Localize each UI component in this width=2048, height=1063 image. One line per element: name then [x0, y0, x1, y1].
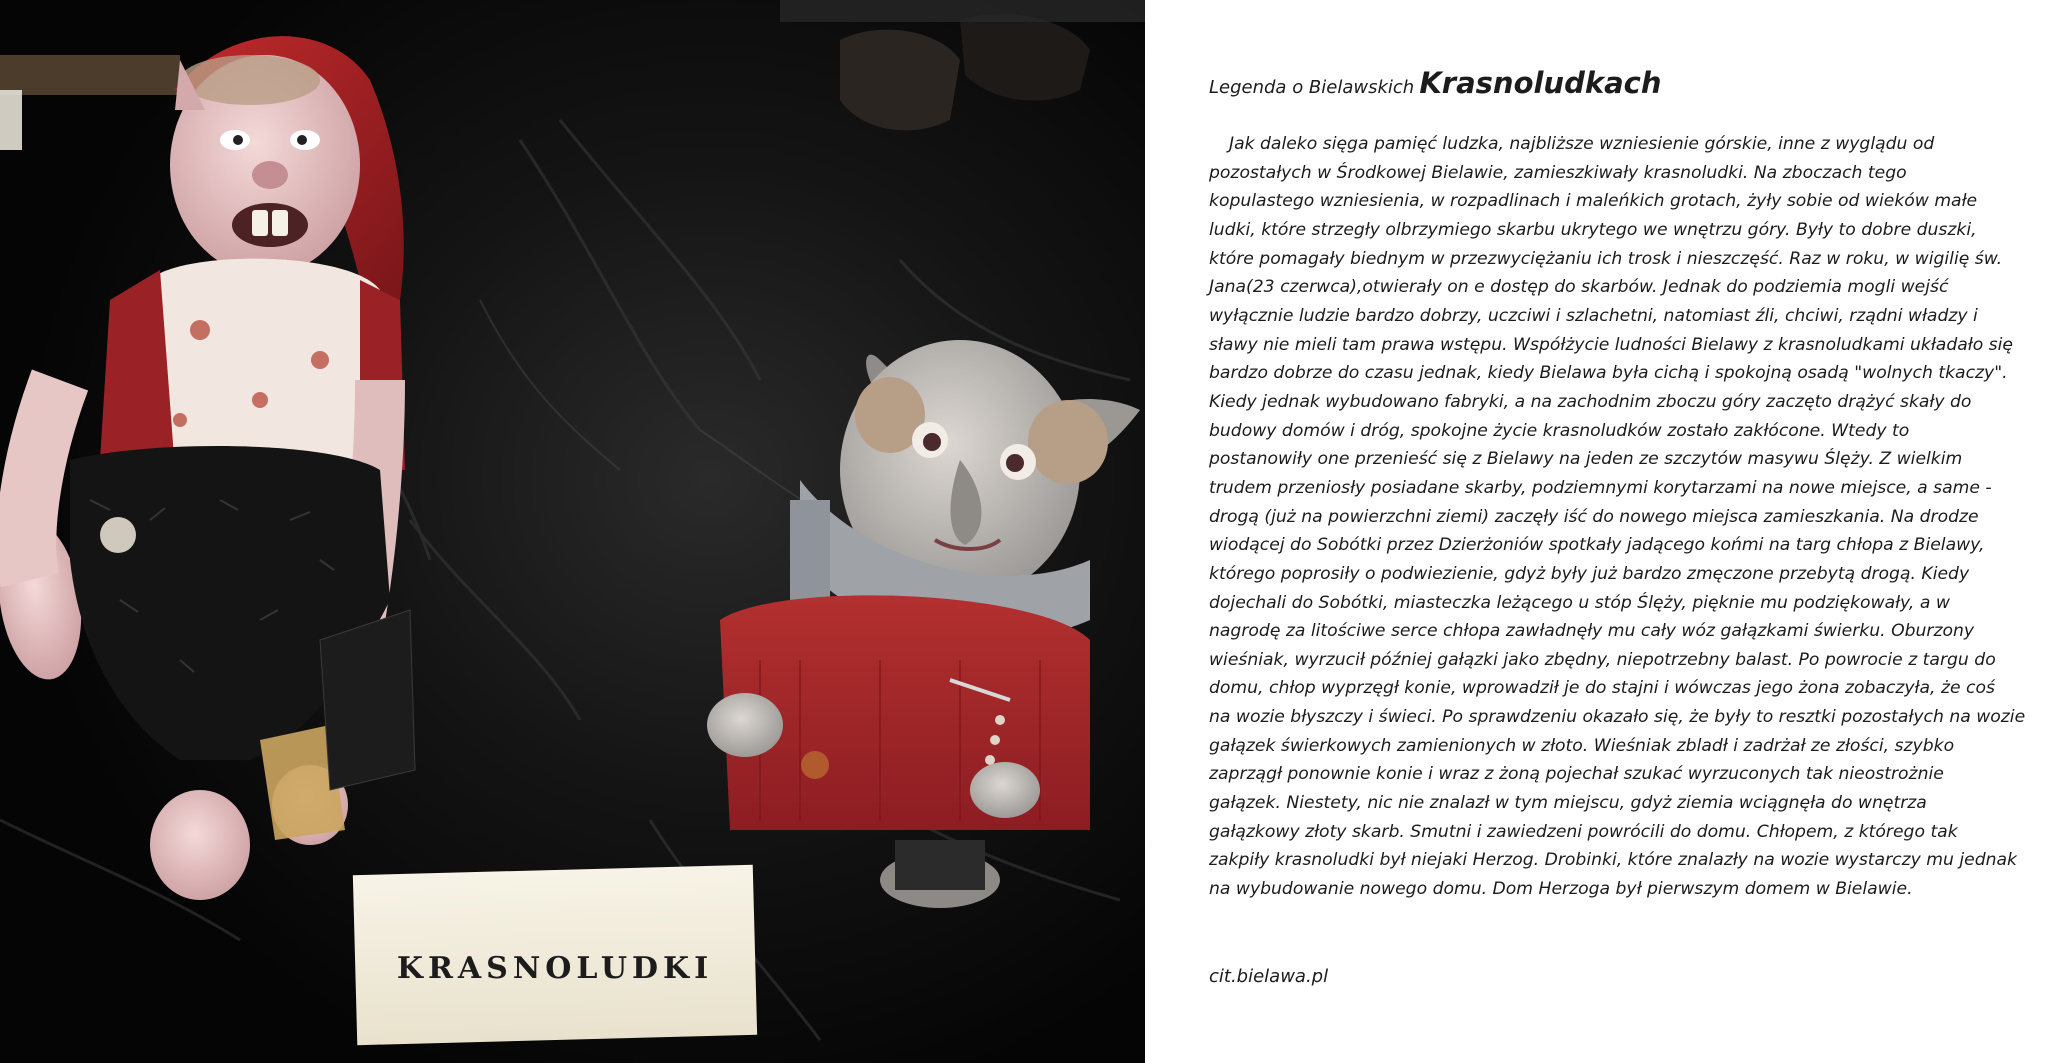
card-label: KRASNOLUDKI	[396, 951, 714, 986]
legend-line: wiodącej do Sobótki przez Dzierżoniów spotkały jadącego końmi na targ chłopa z Bielawy,	[1209, 535, 1985, 556]
legend-body	[1209, 130, 2026, 904]
legend-line: na wozie błyszczy i świeci. Po sprawdzeniu okazało się, że były to resztki pozostałych na wozie	[1209, 707, 2026, 728]
legend-line: gałązek świerkowych zamienionych w złoto. Wieśniak zbladł i zadrżał ze złości, szybko	[1209, 735, 1955, 756]
legend-line: zakpiły krasnoludki był niejaki Herzog. Drobinki, które znalazły na wozie wystarczy mu jednak	[1209, 850, 2017, 871]
legend-line: wyłącznie ludzie bardzo dobrzy, uczciwi i szlachetni, natomiast źli, chciwi, rządni władzy i	[1209, 305, 1978, 326]
citation-source: cit.bielawa.pl	[1209, 966, 1329, 987]
heading-prefix: Legenda o Bielawskich	[1209, 77, 1415, 98]
wooden-board	[0, 55, 180, 95]
legend-line: Jana(23 czerwca),otwierały on e dostęp do skarbów. Jednak do podziemia mogli wejść	[1209, 277, 1949, 298]
legend-line: które pomagały biednym w przezwyciężaniu ich trosk i nieszczęść. Raz w roku, w wigilię św.	[1209, 248, 2003, 269]
legend-heading	[1209, 66, 1662, 100]
shoe-left	[840, 30, 960, 131]
legend-line: zaprzągł ponownie konie i wraz z żoną pojechał szukać wyrzuconych tak nieostrożnie	[1209, 764, 1944, 785]
legend-line: domu, chłop wyprzęgł konie, wprowadził je do stajni i wówczas jego żona zobaczyła, że coś	[1209, 678, 1995, 699]
legend-line: budowy domów i dróg, spokojne życie krasnoludków zostało zakłócone. Wtedy to	[1209, 420, 1910, 441]
legend-line: dojechali do Sobótki, miasteczka leżącego u stóp Ślęży, pięknie mu podziękowały, a w	[1209, 592, 1950, 613]
krasnoludki-card	[353, 865, 757, 1045]
legend-line: na wybudowanie nowego domu. Dom Herzoga był pierwszym domem w Bielawie.	[1209, 879, 1913, 900]
legend-line: gałązek. Niestety, nic nie znalazł w tym miejscu, gdyż ziemia wciągnęła do wnętrza	[1209, 793, 1927, 814]
legend-line: gałązkowy złoty skarb. Smutni i zawiedzeni powrócili do domu. Chłopem, z którego tak	[1209, 821, 1958, 842]
legend-line: Jak daleko sięga pamięć ludzka, najbliższe wzniesienie górskie, inne z wyglądu od	[1229, 134, 1935, 154]
legend-line: Kiedy jednak wybudowano fabryki, a na zachodnim zboczu góry zaczęto drążyć skały do	[1209, 391, 1972, 412]
legend-line: ludki, które strzegły olbrzymiego skarbu ukrytego we wnętrzu góry. Były to dobre duszki,	[1209, 219, 1977, 240]
legend-line: którego poprosiły o podwiezienie, gdyż były już bardzo zmęczone przebytą drogą. Kiedy	[1209, 563, 1970, 584]
legend-text-panel	[1145, 0, 2048, 1063]
heading-title: Krasnoludkach	[1419, 66, 1662, 100]
legend-line: wieśniak, wyrzucił później gałązki jako zbędny, niepotrzebny balast. Po powrocie z targu do	[1209, 649, 1996, 670]
legend-line: postanowiły one przenieść się z Bielawy na jeden ze szczytów masywu Ślęży. Z wielkim	[1209, 449, 1963, 470]
legend-line: bardzo dobrze do czasu jednak, kiedy Bielawa była cichą i spokojną osadą "wolnych tkaczy".	[1209, 363, 2008, 384]
legend-line: nagrodę za litościwe serce chłopa zawładnęły mu cały wóz gałązkami świerku. Oburzony	[1209, 621, 1975, 642]
legend-line: trudem przeniosły posiadane skarby, podziemnymi korytarzami na nowe miejsce, a same -	[1209, 477, 1992, 498]
legend-line: drogą (już na powierzchni ziemi) zaczęły iść do nowego miejsca zamieszkania. Na drodze	[1209, 506, 1979, 527]
legend-line: pozostałych w Środkowej Bielawie, zamieszkiwały krasnoludki. Na zboczach tego	[1209, 162, 1907, 183]
legend-line: sławy nie mieli tam prawa wstępu. Współżycie ludności Bielawy z krasnoludkami układało się	[1209, 334, 2013, 355]
legend-line: kopulastego wzniesienia, w rozpadlinach i maleńkich grotach, żyły sobie od wieków małe	[1209, 191, 1978, 212]
